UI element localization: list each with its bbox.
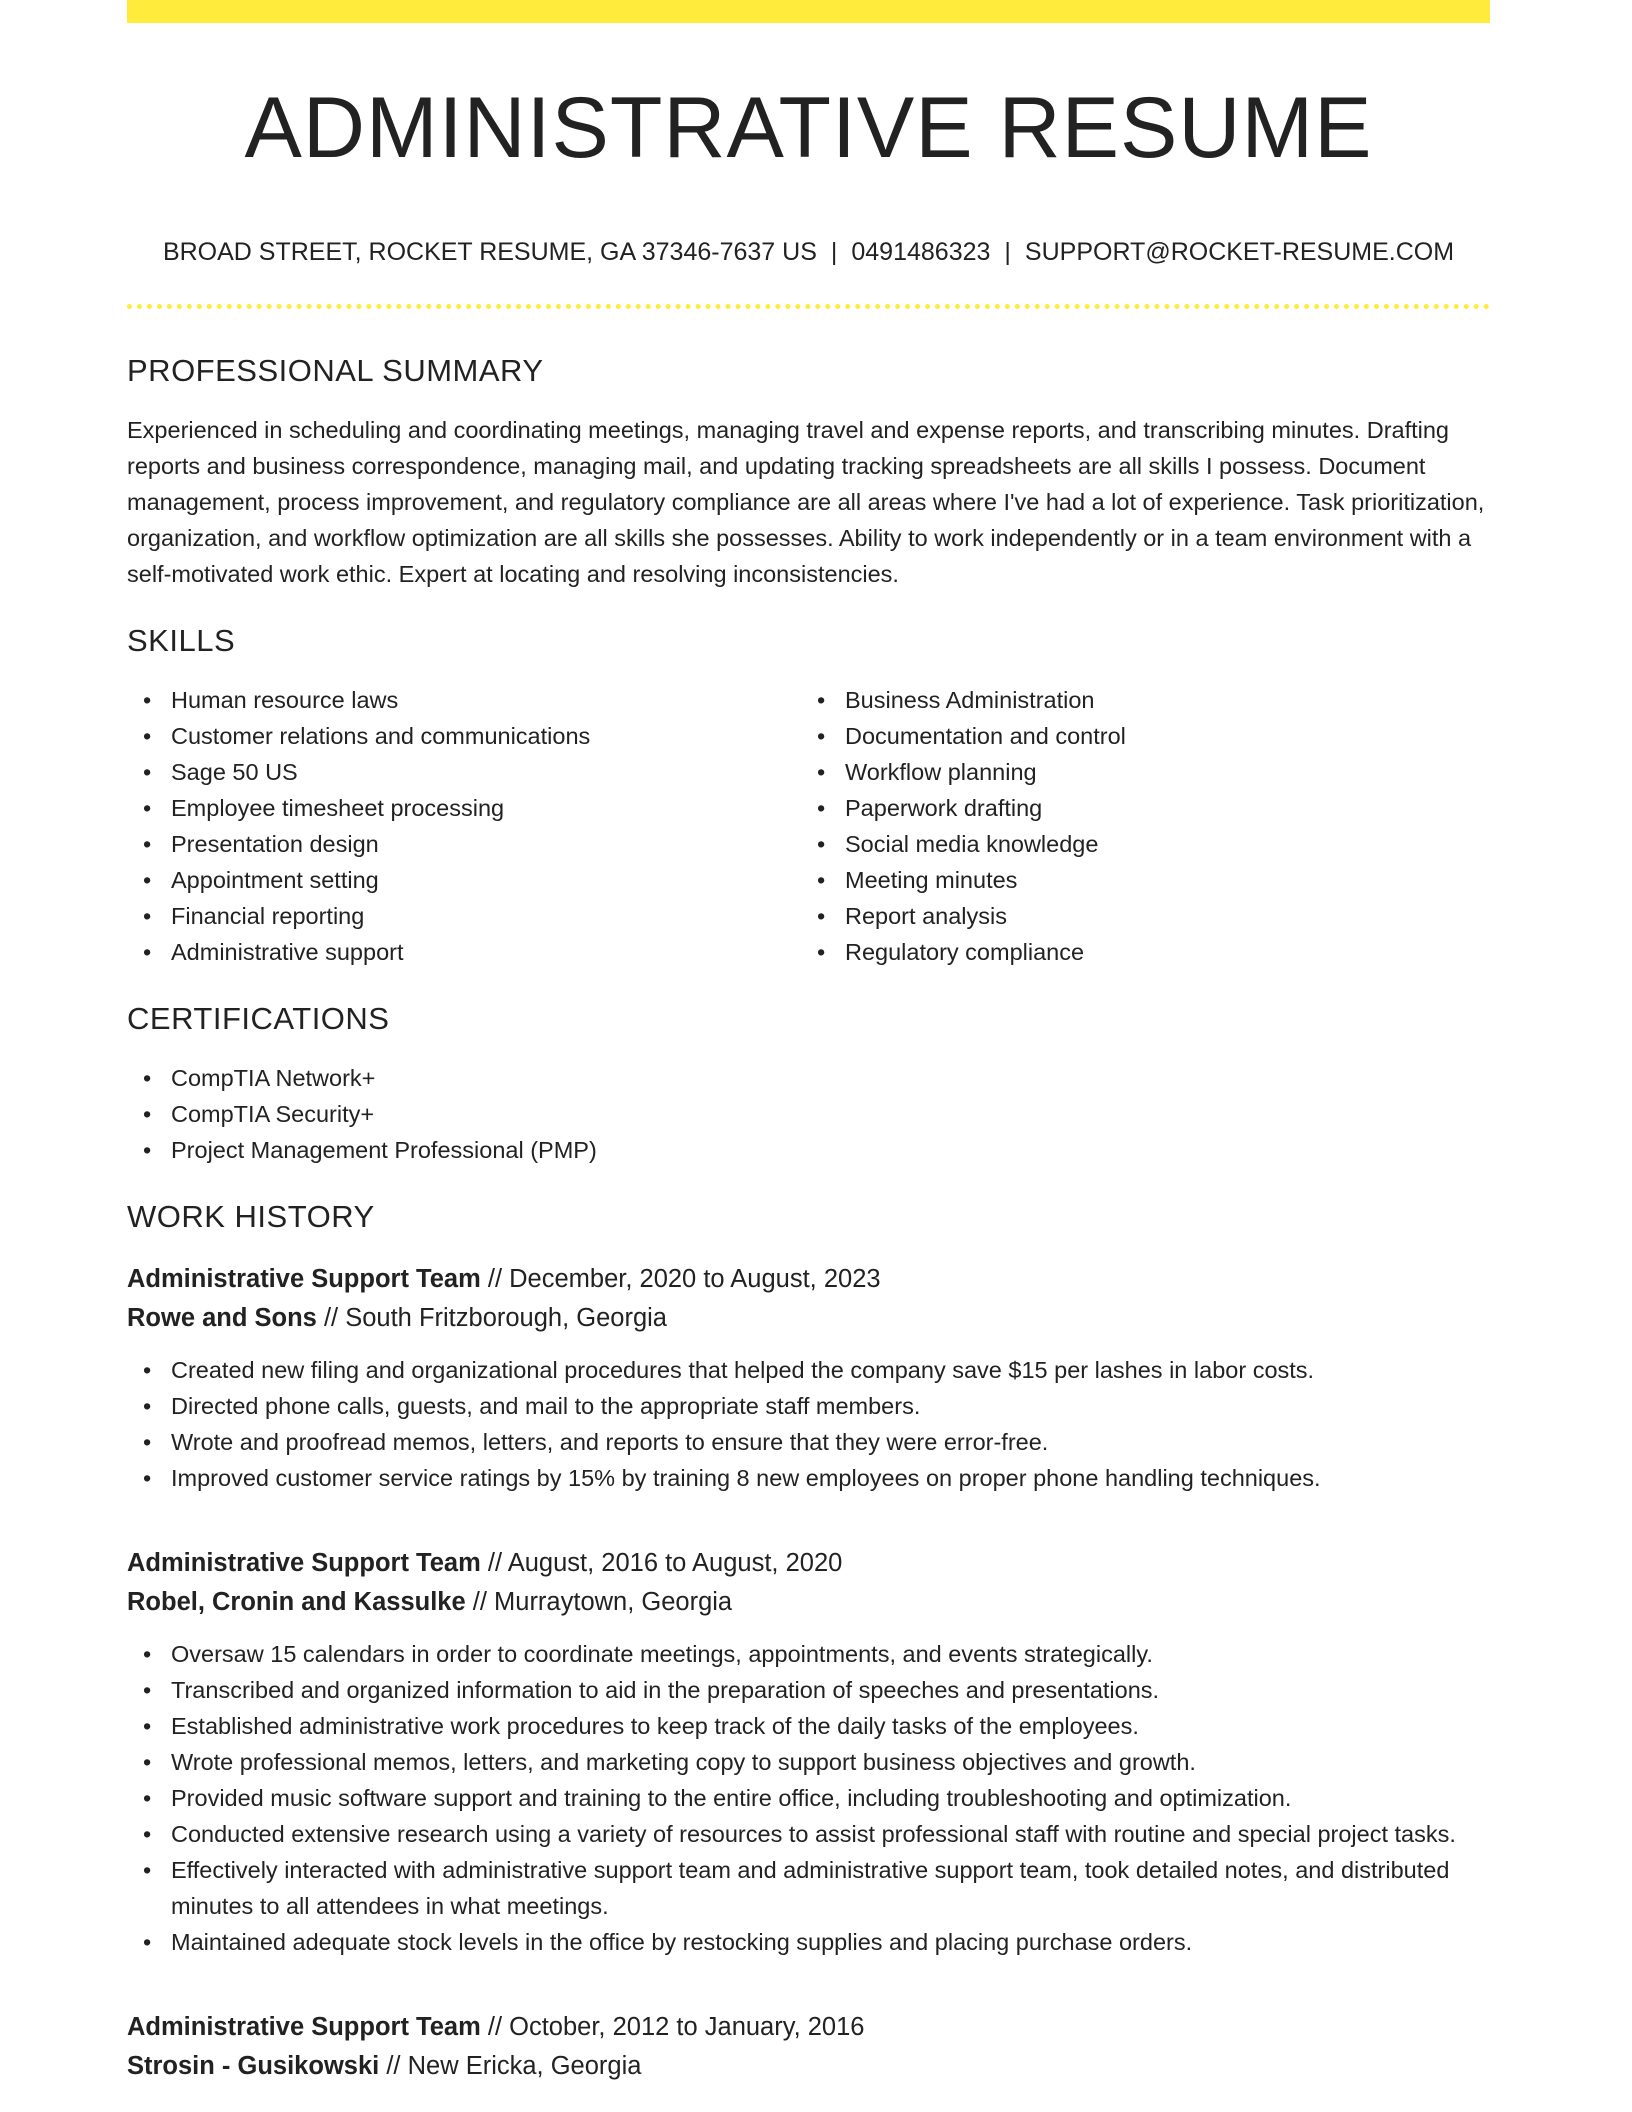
skill-label: Social media knowledge bbox=[845, 831, 1099, 857]
skill-label: Customer relations and communications bbox=[171, 723, 591, 749]
job-role: Administrative Support Team bbox=[127, 1265, 481, 1293]
certifications-list bbox=[127, 1060, 1490, 1168]
bullet-icon: • bbox=[143, 1137, 152, 1163]
skill-item bbox=[801, 754, 1475, 790]
certification-label: CompTIA Security+ bbox=[171, 1101, 375, 1127]
job-entry bbox=[127, 1260, 1490, 1496]
job-bullet bbox=[127, 1388, 1490, 1424]
job-bullet bbox=[127, 1460, 1490, 1496]
skill-label: Administrative support bbox=[171, 939, 404, 965]
top-accent-bar bbox=[127, 0, 1490, 23]
skill-item bbox=[127, 718, 801, 754]
certification-label: CompTIA Network+ bbox=[171, 1065, 376, 1091]
summary-section bbox=[127, 350, 1490, 592]
job-dates: December, 2020 to August, 2023 bbox=[509, 1265, 881, 1293]
skill-label: Business Administration bbox=[845, 687, 1095, 713]
bullet-icon: • bbox=[143, 939, 152, 965]
bullet-icon: • bbox=[143, 1821, 152, 1847]
bullet-icon: • bbox=[143, 1393, 152, 1419]
job-company: Rowe and Sons bbox=[127, 1304, 317, 1332]
job-bullet-text: Maintained adequate stock levels in the office by restocking supplies and placing purchase orders. bbox=[171, 1929, 1193, 1955]
bullet-icon: • bbox=[143, 723, 152, 749]
job-bullet-text: Created new filing and organizational procedures that helped the company save $15 per lashes in labor costs. bbox=[171, 1357, 1315, 1383]
job-bullet bbox=[127, 1636, 1490, 1672]
job-bullet bbox=[127, 1744, 1490, 1780]
job-bullet bbox=[127, 1672, 1490, 1708]
skill-item bbox=[127, 754, 801, 790]
certifications-section bbox=[127, 998, 1490, 1168]
skill-label: Regulatory compliance bbox=[845, 939, 1085, 965]
job-entry bbox=[127, 2008, 1490, 2086]
bullet-icon: • bbox=[143, 1641, 152, 1667]
work-history-heading: WORK HISTORY bbox=[127, 1199, 375, 1234]
job-company-line bbox=[127, 2047, 1490, 2086]
job-title-line bbox=[127, 1544, 1490, 1583]
skill-item bbox=[801, 790, 1475, 826]
skill-item bbox=[127, 790, 801, 826]
contact-separator: | bbox=[830, 238, 838, 266]
bullet-icon: • bbox=[143, 1429, 152, 1455]
bullet-icon: • bbox=[817, 903, 826, 929]
skill-label: Employee timesheet processing bbox=[171, 795, 505, 821]
job-bullet-text: Conducted extensive research using a variety of resources to assist professional staff with routine and special project tasks. bbox=[171, 1821, 1456, 1847]
job-bullet bbox=[127, 1816, 1490, 1852]
job-divider: // bbox=[323, 1304, 339, 1332]
skill-label: Paperwork drafting bbox=[845, 795, 1043, 821]
job-dates: October, 2012 to January, 2016 bbox=[509, 2013, 865, 2041]
bullet-icon: • bbox=[143, 1065, 152, 1091]
skill-item bbox=[801, 898, 1475, 934]
bullet-icon: • bbox=[817, 723, 826, 749]
skill-item bbox=[801, 934, 1475, 970]
bullet-icon: • bbox=[143, 1857, 152, 1883]
skill-item bbox=[127, 682, 801, 718]
job-title-line bbox=[127, 1260, 1490, 1299]
job-entry bbox=[127, 1544, 1490, 1960]
job-bullet-text: Wrote professional memos, letters, and marketing copy to support business objectives and growth. bbox=[171, 1749, 1196, 1775]
job-bullet bbox=[127, 1352, 1490, 1388]
summary-heading: PROFESSIONAL SUMMARY bbox=[127, 353, 544, 388]
certification-item bbox=[127, 1132, 1490, 1168]
job-bullet-text: Transcribed and organized information to aid in the preparation of speeches and presentations. bbox=[171, 1677, 1160, 1703]
skill-item bbox=[127, 934, 801, 970]
job-location: New Ericka, Georgia bbox=[407, 2052, 642, 2080]
job-bullet bbox=[127, 1708, 1490, 1744]
skill-label: Sage 50 US bbox=[171, 759, 298, 785]
job-company-line bbox=[127, 1583, 1490, 1622]
skill-item bbox=[801, 682, 1475, 718]
contact-address: BROAD STREET, ROCKET RESUME, GA 37346-7637 US bbox=[162, 238, 817, 266]
job-bullets bbox=[127, 1636, 1490, 1960]
job-bullet-text: Oversaw 15 calendars in order to coordinate meetings, appointments, and events strategically. bbox=[171, 1641, 1153, 1667]
skill-item bbox=[801, 718, 1475, 754]
skill-item bbox=[127, 898, 801, 934]
bullet-icon: • bbox=[143, 1101, 152, 1127]
certifications-heading: CERTIFICATIONS bbox=[127, 1001, 390, 1036]
bullet-icon: • bbox=[143, 1713, 152, 1739]
skill-label: Meeting minutes bbox=[845, 867, 1018, 893]
job-location: Murraytown, Georgia bbox=[494, 1588, 733, 1616]
contact-phone: 0491486323 bbox=[851, 238, 991, 266]
job-bullet-text: Provided music software support and training to the entire office, including troubleshooting and optimization. bbox=[171, 1785, 1292, 1811]
job-divider: // bbox=[487, 2013, 503, 2041]
job-bullet-text: Effectively interacted with administrative support team and administrative support team, took detailed notes, and distributed minutes to all attendees in what meetings. bbox=[171, 1857, 1450, 1919]
job-company-line bbox=[127, 1299, 1490, 1338]
job-bullet-text: Directed phone calls, guests, and mail to the appropriate staff members. bbox=[171, 1393, 921, 1419]
contact-line bbox=[127, 236, 1490, 268]
bullet-icon: • bbox=[817, 795, 826, 821]
resume-content bbox=[127, 350, 1490, 2086]
bullet-icon: • bbox=[817, 687, 826, 713]
bullet-icon: • bbox=[143, 1357, 152, 1383]
skill-item bbox=[127, 862, 801, 898]
job-bullet bbox=[127, 1852, 1490, 1924]
bullet-icon: • bbox=[817, 867, 826, 893]
job-divider: // bbox=[472, 1588, 487, 1616]
job-bullet bbox=[127, 1424, 1490, 1460]
certification-item bbox=[127, 1096, 1490, 1132]
job-bullet bbox=[127, 1924, 1490, 1960]
bullet-icon: • bbox=[143, 1677, 152, 1703]
job-divider: // bbox=[487, 1549, 503, 1577]
skills-section bbox=[127, 620, 1490, 970]
bullet-icon: • bbox=[817, 831, 826, 857]
skill-label: Documentation and control bbox=[845, 723, 1126, 749]
job-divider: // bbox=[386, 2052, 401, 2080]
job-role: Administrative Support Team bbox=[127, 1549, 481, 1577]
job-role: Administrative Support Team bbox=[127, 2013, 481, 2041]
summary-text: Experienced in scheduling and coordinating meetings, managing travel and expense reports, and transcribing minutes. Drafting reports and business correspondence, managing mail, and updating tracking spreadsheets are all skills I possess. Document management, process improvement, and regulatory compliance are all areas where I've had a lot of experience. Task prioritization, organization, and workflow optimization are all skills she possesses. Ability to work independently or in a team environment with a self-motivated work ethic. Expert at locating and resolving inconsistencies. bbox=[127, 417, 1485, 587]
contact-separator: | bbox=[1004, 238, 1011, 266]
job-dates: August, 2016 to August, 2020 bbox=[507, 1549, 843, 1577]
bullet-icon: • bbox=[143, 759, 152, 785]
job-bullet-text: Improved customer service ratings by 15% by training 8 new employees on proper phone handling techniques. bbox=[171, 1465, 1321, 1491]
job-title-line bbox=[127, 2008, 1490, 2047]
certification-label: Project Management Professional (PMP) bbox=[171, 1137, 597, 1163]
skills-list-left bbox=[127, 682, 801, 970]
header-dotted-divider bbox=[127, 304, 1490, 309]
skills-heading: SKILLS bbox=[127, 623, 236, 658]
skills-list-right bbox=[801, 682, 1475, 970]
job-company: Strosin - Gusikowski bbox=[127, 2052, 380, 2080]
bullet-icon: • bbox=[143, 1465, 152, 1491]
bullet-icon: • bbox=[143, 867, 152, 893]
job-bullets bbox=[127, 1352, 1490, 1496]
bullet-icon: • bbox=[143, 687, 152, 713]
skill-item bbox=[801, 826, 1475, 862]
bullet-icon: • bbox=[143, 1785, 152, 1811]
skill-label: Workflow planning bbox=[845, 759, 1037, 785]
bullet-icon: • bbox=[143, 831, 152, 857]
bullet-icon: • bbox=[817, 939, 826, 965]
certification-item bbox=[127, 1060, 1490, 1096]
bullet-icon: • bbox=[143, 1749, 152, 1775]
bullet-icon: • bbox=[143, 795, 152, 821]
job-bullet-text: Wrote and proofread memos, letters, and reports to ensure that they were error-free. bbox=[171, 1429, 1049, 1455]
skill-label: Human resource laws bbox=[171, 687, 399, 713]
job-divider: // bbox=[487, 1265, 503, 1293]
skill-label: Appointment setting bbox=[171, 867, 379, 893]
job-company: Robel, Cronin and Kassulke bbox=[127, 1588, 466, 1616]
skill-label: Report analysis bbox=[845, 903, 1007, 929]
skill-label: Presentation design bbox=[171, 831, 379, 857]
work-history-section bbox=[127, 1196, 1490, 2086]
job-bullet-text: Established administrative work procedures to keep track of the daily tasks of the employees. bbox=[171, 1713, 1139, 1739]
bullet-icon: • bbox=[817, 759, 826, 785]
contact-email: SUPPORT@ROCKET-RESUME.COM bbox=[1024, 238, 1455, 266]
bullet-icon: • bbox=[143, 903, 152, 929]
skill-label: Financial reporting bbox=[171, 903, 365, 929]
skills-columns bbox=[127, 682, 1490, 970]
skill-item bbox=[127, 826, 801, 862]
bullet-icon: • bbox=[143, 1929, 152, 1955]
skill-item bbox=[801, 862, 1475, 898]
job-bullet bbox=[127, 1780, 1490, 1816]
resume-title: ADMINISTRATIVE RESUME bbox=[244, 80, 1373, 176]
job-location: South Fritzborough, Georgia bbox=[345, 1304, 667, 1332]
